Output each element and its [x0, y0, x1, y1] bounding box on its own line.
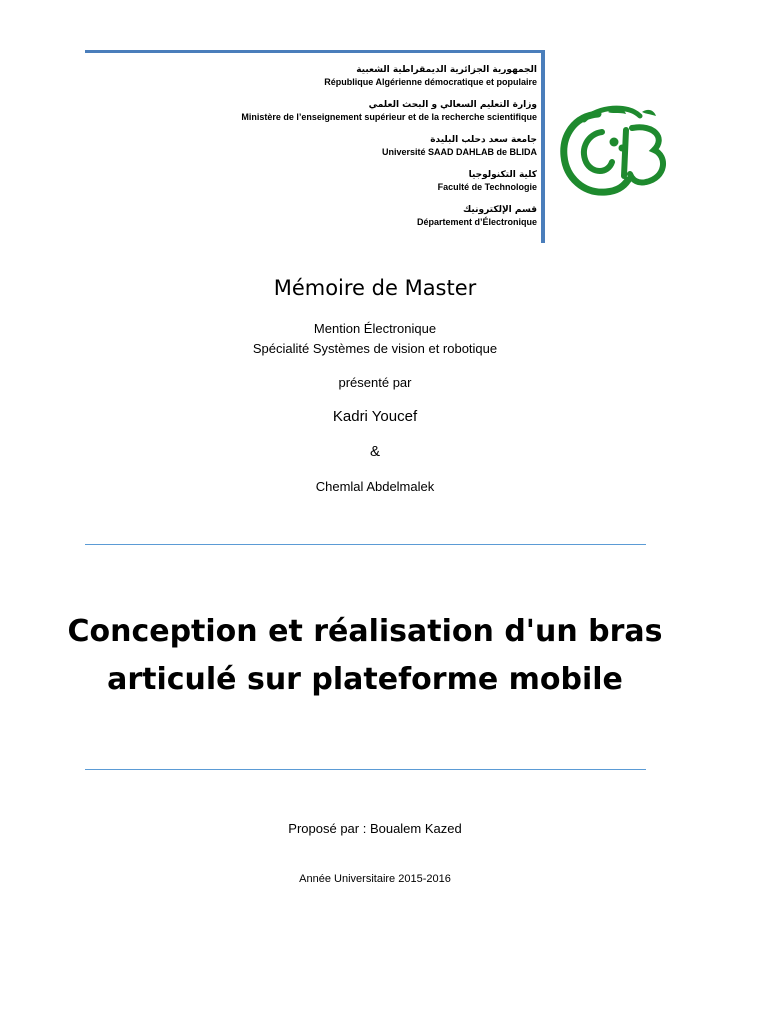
presente-par-label: présenté par	[338, 375, 412, 390]
header-line-university-ar: جامعة سعد دحلب البليدة	[430, 135, 537, 145]
header-top-rule	[85, 50, 544, 53]
header-line-republic	[177, 64, 537, 88]
author-name-2: Chemlal Abdelmalek	[315, 479, 435, 494]
thesis-title-line-2: articulé sur plateforme mobile	[107, 662, 623, 697]
university-logo-icon	[558, 102, 670, 198]
header-line-faculty	[177, 169, 537, 193]
title-top-rule	[85, 544, 646, 545]
header-line-faculty-ar: كلية التكنولوجيا	[468, 170, 537, 180]
title-bottom-rule	[85, 769, 646, 770]
header-line-university-fr: Université SAAD DAHLAB de BLIDA	[381, 147, 537, 157]
author-name-1: Kadri Youcef	[332, 408, 418, 425]
institution-header	[177, 64, 537, 239]
header-line-department-fr: Département d’Électronique	[416, 217, 537, 227]
header-line-department-ar: قسم الإلكترونيك	[463, 205, 537, 215]
header-line-department	[177, 204, 537, 228]
header-line-university	[177, 134, 537, 158]
header-line-republic-ar: الجمهورية الجزائرية الديمقراطية الشعبية	[356, 65, 537, 75]
mention-line: Mention Électronique	[313, 321, 437, 336]
memoire-title: Mémoire de Master	[273, 276, 477, 300]
header-line-faculty-fr: Faculté de Technologie	[437, 182, 537, 192]
specialite-line: Spécialité Systèmes de vision et robotique	[252, 341, 498, 356]
supervisor-line: Proposé par : Boualem Kazed	[288, 821, 462, 836]
header-line-ministry	[177, 99, 537, 123]
thesis-title-line-1: Conception et réalisation d'un bras	[67, 614, 663, 649]
thesis-title	[60, 608, 670, 704]
author-ampersand: &	[369, 443, 380, 460]
header-line-ministry-ar: وزارة التعليم السعالي و البحث العلمي	[368, 100, 537, 110]
header-side-rule	[541, 50, 545, 243]
header-line-republic-fr: République Algérienne démocratique et populaire	[324, 77, 537, 87]
academic-year: Année Universitaire 2015-2016	[299, 873, 451, 885]
header-line-ministry-fr: Ministère de l’enseignement supérieur et de la recherche scientifique	[241, 112, 537, 122]
